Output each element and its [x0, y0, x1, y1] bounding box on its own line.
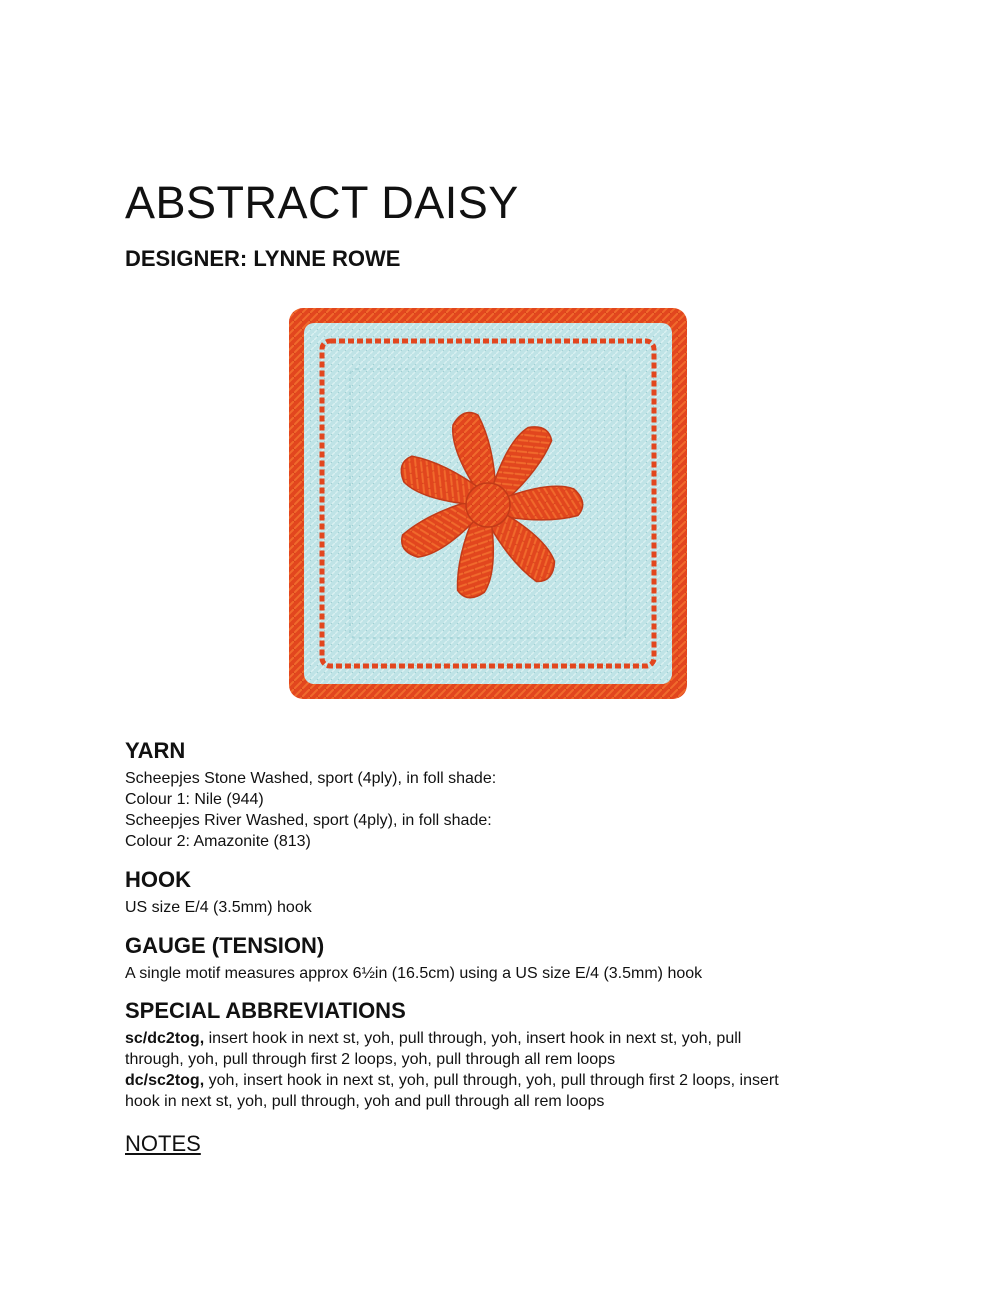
- daisy-center: [466, 483, 510, 527]
- abbreviations-section: [125, 998, 885, 1112]
- gauge-heading: GAUGE (TENSION): [125, 933, 325, 958]
- hook-heading: HOOK: [125, 867, 191, 892]
- hook-section: [125, 867, 885, 918]
- gauge-details: A single motif measures approx 6½in (16.5cm) using a US size E/4 (3.5mm) hook: [125, 965, 703, 983]
- yarn-line: Colour 2: Amazonite (813): [125, 833, 311, 851]
- abbreviation-definition: yoh, insert hook in next st, yoh, pull through, yoh, pull through first 2 loops, insert: [204, 1072, 779, 1090]
- designer-credit: DESIGNER: LYNNE ROWE: [125, 246, 401, 271]
- yarn-section: [125, 738, 885, 852]
- crochet-square-photo: [286, 305, 690, 702]
- abbreviations-heading: SPECIAL ABBREVIATIONS: [125, 998, 406, 1023]
- notes-heading: NOTES: [125, 1131, 201, 1156]
- yarn-line: Scheepjes Stone Washed, sport (4ply), in foll shade:: [125, 770, 497, 788]
- abbreviation-definition: hook in next st, yoh, pull through, yoh and pull through all rem loops: [125, 1093, 605, 1111]
- abbreviation-definition: insert hook in next st, yoh, pull through, yoh, insert hook in next st, yoh, pull: [204, 1030, 742, 1048]
- abbreviation-term: sc/dc2tog,: [125, 1030, 205, 1048]
- gauge-section: [125, 933, 885, 984]
- abbreviation-item: [125, 1028, 885, 1112]
- yarn-details: [125, 768, 885, 852]
- yarn-heading: YARN: [125, 738, 186, 763]
- hook-details: US size E/4 (3.5mm) hook: [125, 899, 312, 917]
- yarn-line: Scheepjes River Washed, sport (4ply), in foll shade:: [125, 812, 492, 830]
- yarn-line: Colour 1: Nile (944): [125, 791, 264, 809]
- abbreviation-term: dc/sc2tog,: [125, 1072, 205, 1090]
- page-title: ABSTRACT DAISY: [125, 177, 519, 228]
- abbreviation-definition: through, yoh, pull through first 2 loops, yoh, pull through all rem loops: [125, 1051, 616, 1069]
